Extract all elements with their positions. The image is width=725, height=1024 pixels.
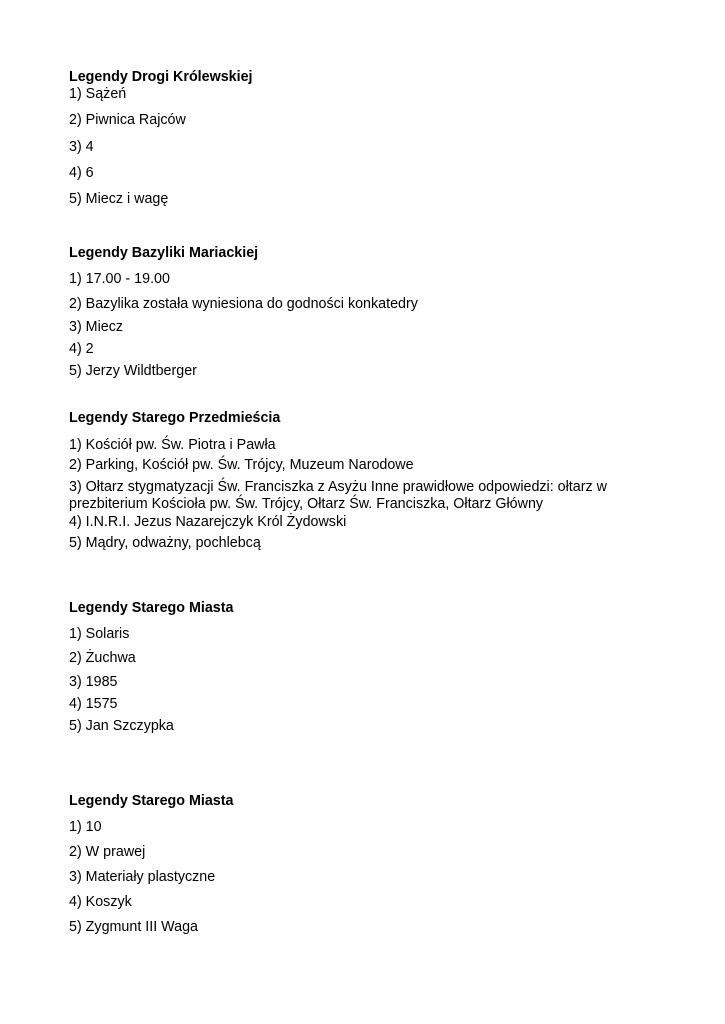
answer-item: 2) Piwnica Rajców bbox=[69, 112, 186, 128]
answer-item: 4) 2 bbox=[69, 341, 94, 357]
answer-item: 5) Zygmunt III Waga bbox=[69, 919, 198, 935]
section-title: Legendy Starego Przedmieścia bbox=[69, 410, 281, 426]
section-title: Legendy Starego Miasta bbox=[69, 600, 234, 616]
answer-item: 4) 6 bbox=[69, 165, 94, 181]
answer-item: 3) 1985 bbox=[69, 674, 118, 690]
answer-item: 3) Miecz bbox=[69, 319, 124, 335]
answer-item: 1) 17.00 - 19.00 bbox=[69, 271, 170, 287]
answer-item: 4) 1575 bbox=[69, 696, 118, 712]
section-title: Legendy Drogi Królewskiej bbox=[69, 69, 253, 85]
answer-item: 4) I.N.R.I. Jezus Nazarejczyk Król Żydowski bbox=[69, 514, 347, 530]
answer-item: 2) Bazylika została wyniesiona do godności konkatedry bbox=[69, 296, 418, 312]
answer-item: 5) Jan Szczypka bbox=[69, 718, 174, 734]
answer-item: 3) 4 bbox=[69, 139, 94, 155]
answer-item: 1) Solaris bbox=[69, 626, 130, 642]
answer-item: 3) Materiały plastyczne bbox=[69, 869, 216, 885]
answer-item: 1) 10 bbox=[69, 819, 102, 835]
answer-item: 5) Miecz i wagę bbox=[69, 191, 169, 207]
answer-item: 1) Sążeń bbox=[69, 86, 127, 102]
answer-item: 3) Ołtarz stygmatyzacji Św. Franciszka z Asyżu Inne prawidłowe odpowiedzi: ołtarz w prezbiterium Kościoła pw. Św. Trójcy, Ołtarz Św. Franciszka, Ołtarz Główny bbox=[69, 479, 607, 512]
answer-item: 2) Parking, Kościół pw. Św. Trójcy, Muzeum Narodowe bbox=[69, 457, 414, 473]
answer-item: 2) W prawej bbox=[69, 844, 146, 860]
section-title: Legendy Starego Miasta bbox=[69, 793, 234, 809]
answer-item: 5) Mądry, odważny, pochlebcą bbox=[69, 535, 261, 551]
section-title: Legendy Bazyliki Mariackiej bbox=[69, 245, 259, 261]
answer-item: 5) Jerzy Wildtberger bbox=[69, 363, 197, 379]
answer-item: 1) Kościół pw. Św. Piotra i Pawła bbox=[69, 437, 276, 453]
answer-item: 2) Żuchwa bbox=[69, 650, 136, 666]
answer-item: 4) Koszyk bbox=[69, 894, 132, 910]
